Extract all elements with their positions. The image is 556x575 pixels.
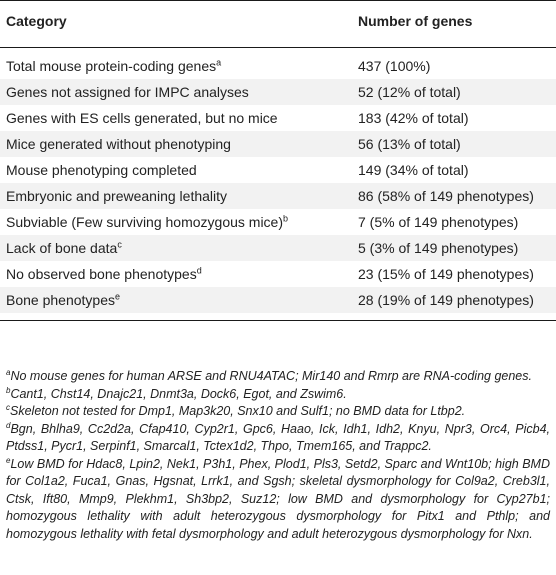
bottom-rule xyxy=(0,320,556,321)
row-count: 149 (34% of total) xyxy=(358,162,469,178)
row-category: Embryonic and preweaning lethality xyxy=(6,188,228,204)
row-count: 5 (3% of 149 phenotypes) xyxy=(358,240,519,256)
row-count: 28 (19% of 149 phenotypes) xyxy=(358,292,534,308)
row-category: Mice generated without phenotyping xyxy=(6,136,231,152)
table-row xyxy=(0,287,556,313)
table-row xyxy=(0,261,556,287)
footnote-mark: a xyxy=(216,57,222,68)
footnotes xyxy=(6,368,550,543)
footnote-b: $^b$Cant1, Chst14, Dnajc21, Dnmt3a, Dock6, Egot, and Zswim6. xyxy=(6,385,347,401)
row-count: 23 (15% of 149 phenotypes) xyxy=(358,266,534,282)
footnote-a: $^a$No mouse genes for human ARSE and RNU4ATAC; Mir140 and Rmrp are RNA-coding genes. xyxy=(6,367,532,383)
footnote-d: $^d$Bgn, Bhlha9, Cc2d2a, Cfap410, Cyp2r1, Gpc6, Haao, Ick, Idh1, Idh2, Knyu, Npr3, Orc4, Picb4, Ptdss1, Pycr1, Serpinf1, Smarcal1, Tctex1d2, Thpo, Tmem165, and Trappc2. xyxy=(6,420,550,453)
table-row xyxy=(0,157,556,183)
header-rule xyxy=(0,47,556,48)
top-rule xyxy=(0,0,556,1)
footnote-mark: c xyxy=(117,239,122,250)
row-category: Mouse phenotyping completed xyxy=(6,162,197,178)
row-category: Lack of bone data$^c$ xyxy=(6,239,122,256)
row-category: Genes with ES cells generated, but no mice xyxy=(6,110,278,126)
row-count: 183 (42% of total) xyxy=(358,110,469,126)
row-category: Subviable (Few surviving homozygous mice)$^b$ xyxy=(6,213,289,230)
row-category: No observed bone phenotypes$^d$ xyxy=(6,265,202,282)
table-row xyxy=(0,131,556,157)
table-row xyxy=(0,183,556,209)
footnote-mark: d xyxy=(196,265,202,276)
row-category: Genes not assigned for IMPC analyses xyxy=(6,84,249,100)
row-count: 437 (100%) xyxy=(358,58,431,74)
row-count: 56 (13% of total) xyxy=(358,136,461,152)
footnote-c: $^c$Skeleton not tested for Dmp1, Map3k20, Snx10 and Sulf1; no BMD data for Ltbp2. xyxy=(6,402,466,418)
row-count: 7 (5% of 149 phenotypes) xyxy=(358,214,519,230)
row-category: Total mouse protein-coding genes$^a$ xyxy=(6,57,222,74)
row-category: Bone phenotypes$^e$ xyxy=(6,291,120,308)
footnote-mark: b xyxy=(283,213,289,224)
header-category: Category xyxy=(6,13,67,29)
table-row xyxy=(0,53,556,79)
table-row xyxy=(0,79,556,105)
footnote-e: $^e$Low BMD for Hdac8, Lpin2, Nek1, P3h1, Phex, Plod1, Pls3, Setd2, Sparc and Wnt10b; high BMD for Col1a2, Fuca1, Gnas, Hgsnat, Lrrk1, and Sgsh; skeletal dysmorphology for Col9a2, Creb3l1, Ctsk, Ift80, Mmp9, Plekhm1, Sh3bp2, Suz12; low BMD and dysmorphology for Cyp27b1; homozygous lethality with adult heterozygous dysmorphology for Pitx1 and Pthlp; and homozygous lethality with fetal dysmorphology and adult heterozygous dysmorphology for Nxn. xyxy=(6,455,550,541)
row-count: 86 (58% of 149 phenotypes) xyxy=(358,188,534,204)
table-row xyxy=(0,209,556,235)
table-row xyxy=(0,235,556,261)
table-row xyxy=(0,105,556,131)
footnote-mark: e xyxy=(114,291,120,302)
row-count: 52 (12% of total) xyxy=(358,84,461,100)
header-number-of-genes: Number of genes xyxy=(358,13,473,29)
